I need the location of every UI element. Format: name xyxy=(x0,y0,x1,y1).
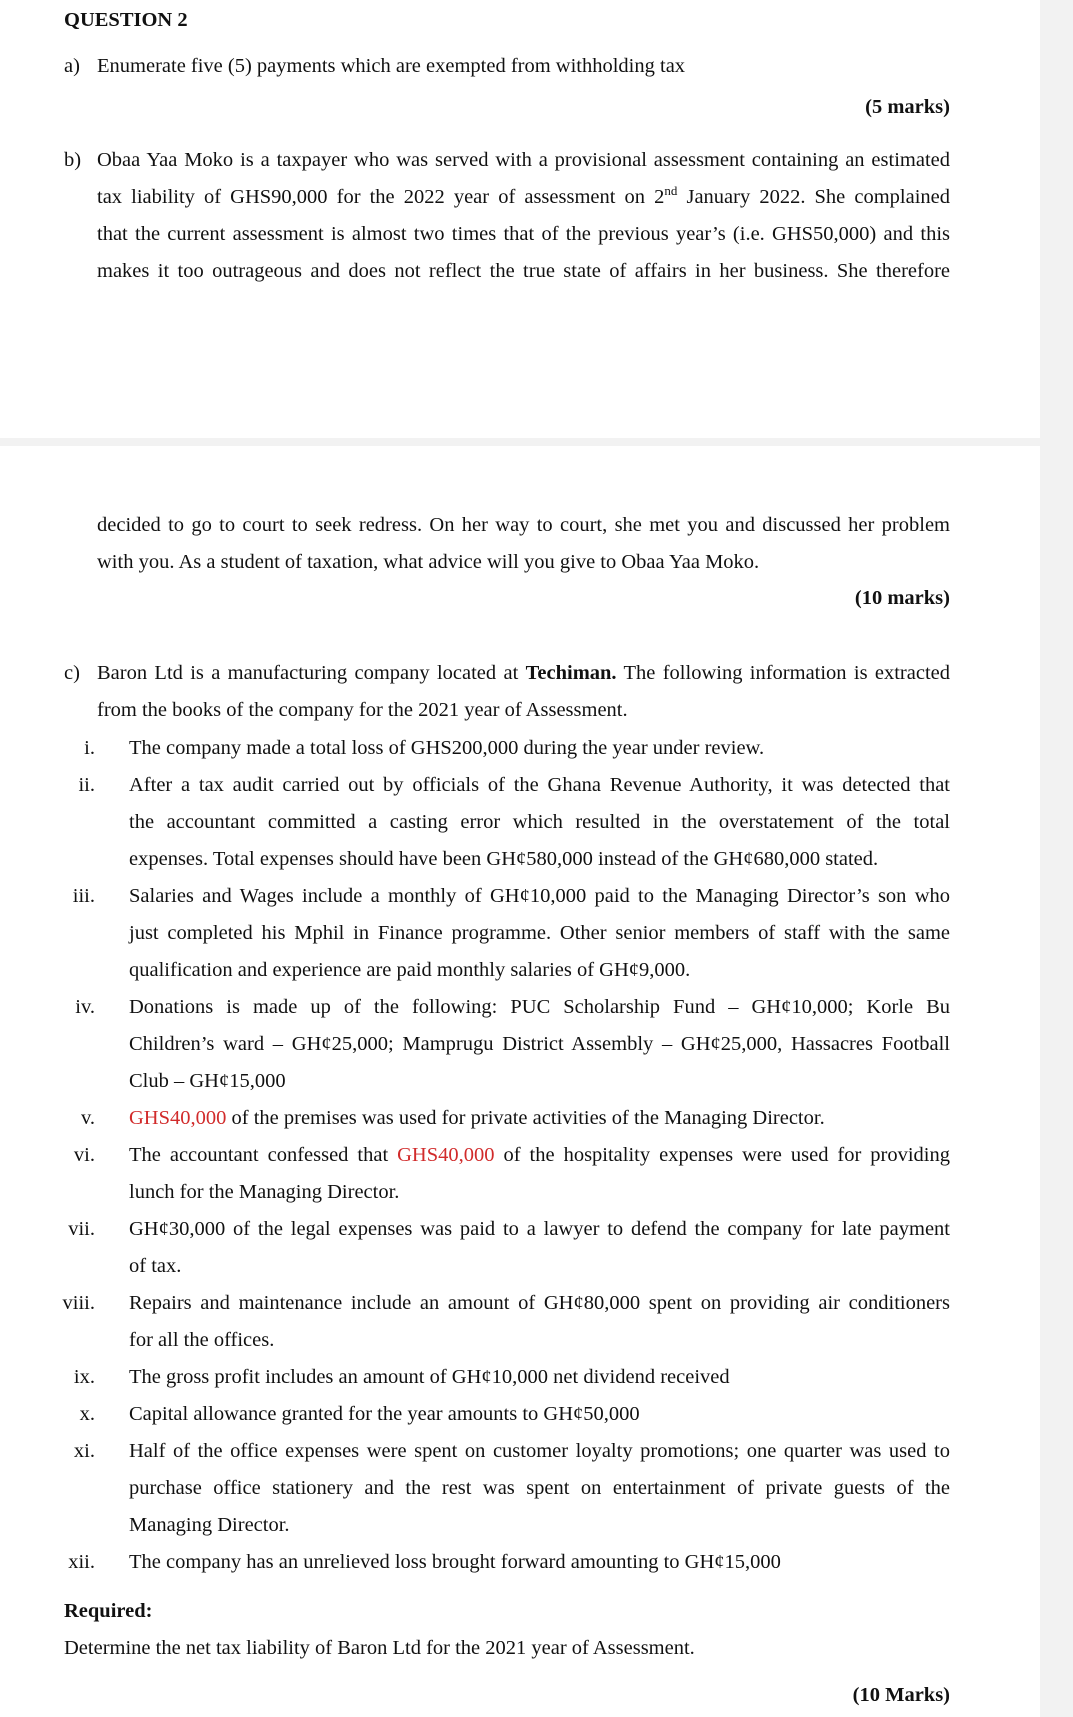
question-title: QUESTION 2 xyxy=(64,9,188,31)
part-c-intro-line-2: from the books of the company for the 2021 year of Assessment. xyxy=(97,699,628,721)
item-ii-line-2: the accountant committed a casting error which resulted in the overstatement of the total xyxy=(129,811,950,833)
item-ix-line-1: The gross profit includes an amount of GH¢10,000 net dividend received xyxy=(129,1366,730,1388)
item-xii-numeral: xii. xyxy=(68,1551,95,1573)
part-b-line-4: makes it too outrageous and does not reflect the true state of affairs in her business. She therefore xyxy=(97,260,950,282)
part-b-label: b) xyxy=(64,149,82,171)
item-i-line-1: The company made a total loss of GHS200,000 during the year under review. xyxy=(129,737,765,759)
item-xi-line-2: purchase office stationery and the rest was spent on entertainment of private guests of the xyxy=(129,1477,950,1499)
part-b-marks: (10 marks) xyxy=(854,587,950,609)
item-x-line-1: Capital allowance granted for the year amounts to GH¢50,000 xyxy=(129,1403,640,1425)
item-v-line-1 xyxy=(129,1106,825,1130)
part-b-line-2-end: January 2022. She complained xyxy=(686,186,951,208)
part-b-day-suffix: nd xyxy=(664,183,678,198)
part-b-line-3: that the current assessment is almost two times that of the previous year’s (i.e. GHS50,000) and this xyxy=(97,223,950,245)
item-x-numeral: x. xyxy=(79,1403,95,1425)
item-vi-amount: GHS40,000 xyxy=(397,1144,495,1166)
required-text: Determine the net tax liability of Baron Ltd for the 2021 year of Assessment. xyxy=(64,1637,695,1659)
part-b-line-2-text: tax liability of GHS90,000 for the 2022 year of assessment on xyxy=(97,186,646,208)
part-c-intro-post: The following information is extracted xyxy=(623,662,950,684)
item-vii-numeral: vii. xyxy=(68,1218,95,1240)
item-v-numeral: v. xyxy=(80,1107,95,1129)
part-b-line-1: Obaa Yaa Moko is a taxpayer who was served with a provisional assessment containing an estimated xyxy=(97,149,950,171)
item-ii-numeral: ii. xyxy=(78,774,95,796)
item-iv-numeral: iv. xyxy=(75,996,95,1018)
item-xi-line-3: Managing Director. xyxy=(129,1514,290,1536)
item-ii-line-3: expenses. Total expenses should have been GH¢580,000 instead of the GH¢680,000 stated. xyxy=(129,848,879,870)
item-iii-line-3: qualification and experience are paid monthly salaries of GH¢9,000. xyxy=(129,959,691,981)
part-c-label: c) xyxy=(64,662,80,684)
part-c-intro-pre: Baron Ltd is a manufacturing company located at xyxy=(97,662,519,684)
part-a-marks: (5 marks) xyxy=(865,96,950,118)
part-b-line-2 xyxy=(97,185,950,209)
item-vii-line-2: of tax. xyxy=(129,1255,182,1277)
document-page-1 xyxy=(0,0,1040,438)
item-v-amount: GHS40,000 xyxy=(129,1107,227,1129)
item-xi-line-1: Half of the office expenses were spent on customer loyalty promotions; one quarter was used to xyxy=(129,1440,950,1462)
part-c-intro-line-1 xyxy=(97,661,950,685)
part-b-line-5: decided to go to court to seek redress. On her way to court, she met you and discussed her problem xyxy=(97,514,950,536)
item-xii-line-1: The company has an unrelieved loss brought forward amounting to GH¢15,000 xyxy=(129,1551,781,1573)
item-vi-line-1 xyxy=(129,1143,950,1167)
item-ii-line-1: After a tax audit carried out by officials of the Ghana Revenue Authority, it was detected that xyxy=(129,774,950,796)
part-b-day: 2 xyxy=(654,186,665,208)
part-a-label: a) xyxy=(64,55,80,77)
item-xi-numeral: xi. xyxy=(73,1440,95,1462)
item-vii-line-1: GH¢30,000 of the legal expenses was paid to a lawyer to defend the company for late payment xyxy=(129,1218,950,1240)
item-vi-pre: The accountant confessed that xyxy=(129,1144,389,1166)
item-viii-line-1: Repairs and maintenance include an amount of GH¢80,000 spent on providing air conditioners xyxy=(129,1292,950,1314)
item-iii-line-1: Salaries and Wages include a monthly of GH¢10,000 paid to the Managing Director’s son who xyxy=(129,885,950,907)
required-label: Required: xyxy=(64,1600,153,1622)
item-iv-line-2: Children’s ward – GH¢25,000; Mamprugu District Assembly – GH¢25,000, Hassacres Football xyxy=(129,1033,950,1055)
item-vi-line-2: lunch for the Managing Director. xyxy=(129,1181,400,1203)
item-vi-post: of the hospitality expenses were used for providing xyxy=(503,1144,951,1166)
item-viii-line-2: for all the offices. xyxy=(129,1329,275,1351)
item-iii-line-2: just completed his Mphil in Finance programme. Other senior members of staff with the same xyxy=(129,922,950,944)
item-iv-line-3: Club – GH¢15,000 xyxy=(129,1070,286,1092)
part-c-marks: (10 Marks) xyxy=(852,1684,950,1706)
item-iv-line-1: Donations is made up of the following: PUC Scholarship Fund – GH¢10,000; Korle Bu xyxy=(129,996,950,1018)
item-iii-numeral: iii. xyxy=(72,885,95,907)
item-ix-numeral: ix. xyxy=(73,1366,95,1388)
item-viii-numeral: viii. xyxy=(62,1292,95,1314)
part-a-text: Enumerate five (5) payments which are exempted from withholding tax xyxy=(97,55,686,77)
part-c-location: Techiman. xyxy=(525,662,617,684)
part-b-line-6: with you. As a student of taxation, what advice will you give to Obaa Yaa Moko. xyxy=(97,551,760,573)
item-vi-numeral: vi. xyxy=(73,1144,95,1166)
item-v-text: of the premises was used for private activities of the Managing Director. xyxy=(231,1107,825,1129)
item-i-numeral: i. xyxy=(84,737,95,759)
document-page-2 xyxy=(0,446,1040,1717)
